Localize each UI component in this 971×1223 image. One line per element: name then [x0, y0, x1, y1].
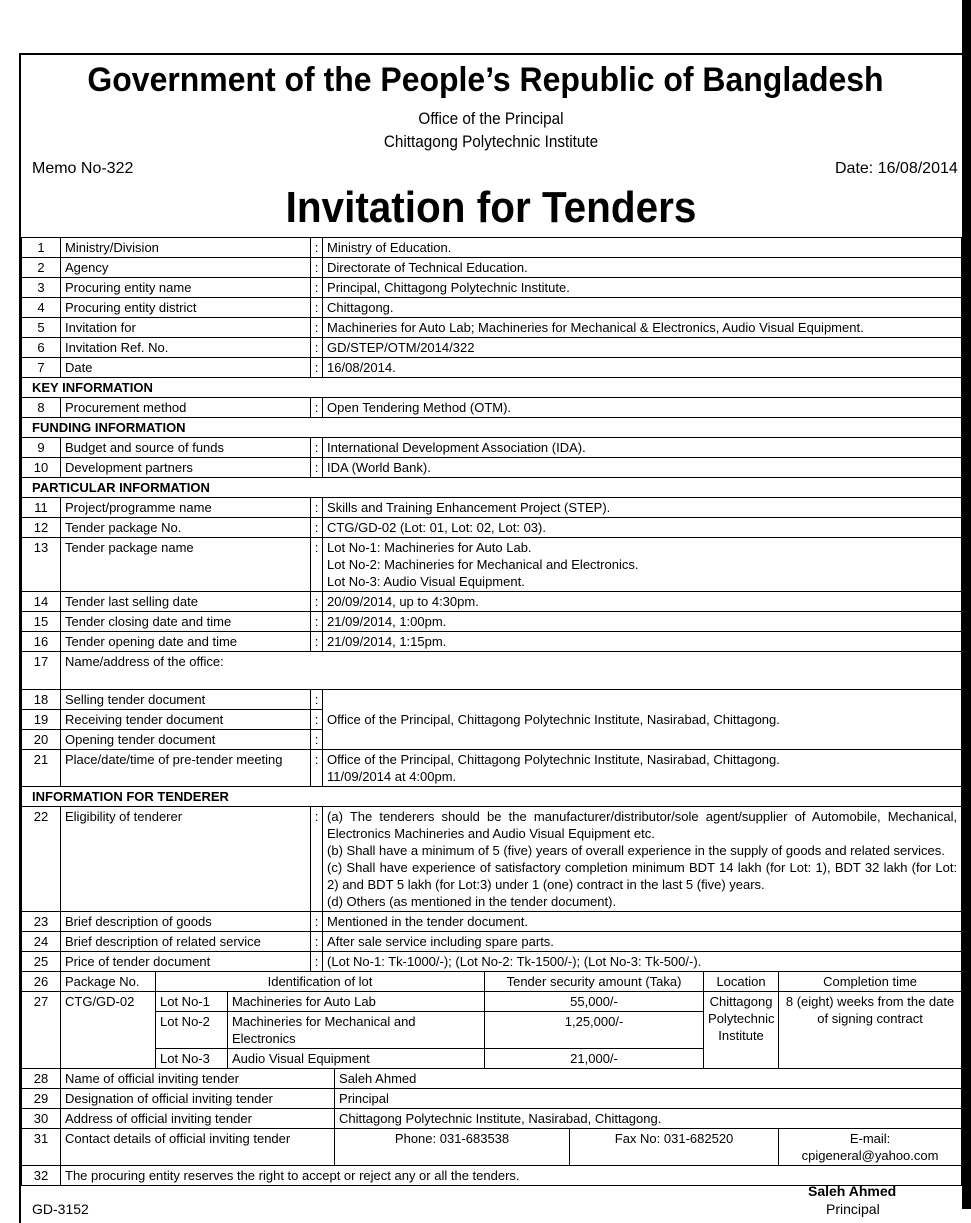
contact-phone: Phone: 031-683538: [335, 1129, 570, 1166]
row-7: 7 Date : 16/08/2014.: [22, 358, 962, 378]
row-29: 29 Designation of official inviting tender Principal: [22, 1089, 962, 1109]
row-30: 30 Address of official inviting tender Chittagong Polytechnic Institute, Nasirabad, Chittagong.: [22, 1109, 962, 1129]
row-9: 9 Budget and source of funds : International Development Association (IDA).: [22, 438, 962, 458]
institute-line: Chittagong Polytechnic Institute: [383, 132, 599, 151]
row-28: 28 Name of official inviting tender Saleh Ahmed: [22, 1069, 962, 1089]
page-edge-bar: [962, 0, 971, 1209]
row-20: 20 Opening tender document :: [22, 730, 962, 750]
row-6: 6 Invitation Ref. No. : GD/STEP/OTM/2014/322: [22, 338, 962, 358]
row-27-lot-3: Lot No-3 Audio Visual Equipment 21,000/-: [22, 1049, 962, 1069]
row-18: 18 Selling tender document : Office of the Principal, Chittagong Polytechnic Institute, Nasirabad, Chittagong.: [22, 690, 962, 710]
row-27-lot-1: 27 CTG/GD-02 Lot No-1 Machineries for Auto Lab 55,000/- Chittagong Polytechnic Institute 8 (eight) weeks from the date of signing contract: [22, 992, 962, 1012]
government-title: Government of the People’s Republic of Bangladesh: [87, 61, 884, 99]
office-address: Office of the Principal, Chittagong Polytechnic Institute, Nasirabad, Chittagong.: [323, 690, 962, 750]
row-12: 12 Tender package No. : CTG/GD-02 (Lot: 01, Lot: 02, Lot: 03).: [22, 518, 962, 538]
signatory-designation: Principal: [826, 1201, 880, 1217]
row-31: 31 Contact details of official inviting tender Phone: 031-683538 Fax No: 031-682520 E-mail: cpigeneral@yahoo.com: [22, 1129, 962, 1166]
row-24: 24 Brief description of related service : After sale service including spare parts.: [22, 932, 962, 952]
row-8: 8 Procurement method : Open Tendering Method (OTM).: [22, 398, 962, 418]
row-14: 14 Tender last selling date : 20/09/2014, up to 4:30pm.: [22, 592, 962, 612]
pre-tender-meeting: Office of the Principal, Chittagong Polytechnic Institute, Nasirabad, Chittagong. 11/09/2014 at 4:00pm.: [323, 750, 962, 787]
row-27-lot-2: Lot No-2 Machineries for Mechanical and Electronics 1,25,000/-: [22, 1012, 962, 1049]
document-code: GD-3152: [32, 1201, 89, 1217]
row-22: 22 Eligibility of tenderer : (a) The tenderers should be the manufacturer/distributor/sole agent/supplier of Automobile, Mechanical, Electronics Machineries and Audio Visual Equipment etc. (b) Shall have a minimum of 5 (five) years of overall experience in the supply of goods and related services. (c) Shall have experience of satisfactory completion minimum BDT 14 lakh (for Lot: 1), BDT 32 lakh (for Lot: 2) and BDT 5 lakh (for Lot:3) under 1 (one) contract in the last 5 (five) years. (d) Others (as mentioned in the tender document).: [22, 807, 962, 912]
contact-email: E-mail: cpigeneral@yahoo.com: [779, 1129, 962, 1166]
row-3: 3 Procuring entity name : Principal, Chittagong Polytechnic Institute.: [22, 278, 962, 298]
row-10: 10 Development partners : IDA (World Bank).: [22, 458, 962, 478]
signatory-name: Saleh Ahmed: [808, 1183, 897, 1199]
row-19: 19 Receiving tender document :: [22, 710, 962, 730]
section-tenderer: INFORMATION FOR TENDERER: [22, 787, 962, 807]
office-line: Office of the Principal: [418, 109, 564, 128]
row-4: 4 Procuring entity district : Chittagong.: [22, 298, 962, 318]
row-11: 11 Project/programme name : Skills and Training Enhancement Project (STEP).: [22, 498, 962, 518]
row-21: 21 Place/date/time of pre-tender meeting : Office of the Principal, Chittagong Polytechnic Institute, Nasirabad, Chittagong. 11/09/2014 at 4:00pm.: [22, 750, 962, 787]
row-25: 25 Price of tender document : (Lot No-1: Tk-1000/-); (Lot No-2: Tk-1500/-); (Lot No-3: Tk-500/-).: [22, 952, 962, 972]
tender-table: [21, 237, 962, 1186]
section-particular: PARTICULAR INFORMATION: [22, 478, 962, 498]
row-16: 16 Tender opening date and time : 21/09/2014, 1:15pm.: [22, 632, 962, 652]
row-15: 15 Tender closing date and time : 21/09/2014, 1:00pm.: [22, 612, 962, 632]
row-17: 17 Name/address of the office:: [22, 652, 962, 690]
row-32: 32 The procuring entity reserves the right to accept or reject any or all the tenders.: [22, 1166, 962, 1186]
package-names: Lot No-1: Machineries for Auto Lab. Lot No-2: Machineries for Mechanical and Electronics. Lot No-3: Audio Visual Equipment.: [323, 538, 962, 592]
row-23: 23 Brief description of goods : Mentioned in the tender document.: [22, 912, 962, 932]
contact-fax: Fax No: 031-682520: [570, 1129, 779, 1166]
memo-number: Memo No-322: [32, 160, 134, 177]
row-26-lot-header: 26 Package No. Identification of lot Tender security amount (Taka) Location Completion time: [22, 972, 962, 992]
notice-date: Date: 16/08/2014: [835, 160, 958, 177]
row-5: 5 Invitation for : Machineries for Auto Lab; Machineries for Mechanical & Electronics, Audio Visual Equipment.: [22, 318, 962, 338]
row-13: 13 Tender package name : Lot No-1: Machineries for Auto Lab. Lot No-2: Machineries for Mechanical and Electronics. Lot No-3: Audio Visual Equipment.: [22, 538, 962, 592]
page-heading: Invitation for Tenders: [285, 183, 697, 232]
eligibility-criteria: (a) The tenderers should be the manufacturer/distributor/sole agent/supplier of Automobile, Mechanical, Electronics Machineries and Audio Visual Equipment etc. (b) Shall have a minimum of 5 (five) years of overall experience in the supply of goods and related services. (c) Shall have experience of satisfactory completion minimum BDT 14 lakh (for Lot: 1), BDT 32 lakh (for Lot: 2) and BDT 5 lakh (for Lot:3) under 1 (one) contract in the last 5 (five) years. (d) Others (as mentioned in the tender document).: [323, 807, 962, 912]
row-1: 1 Ministry/Division : Ministry of Education.: [22, 238, 962, 258]
row-2: 2 Agency : Directorate of Technical Education.: [22, 258, 962, 278]
section-key: KEY INFORMATION: [22, 378, 962, 398]
section-funding: FUNDING INFORMATION: [22, 418, 962, 438]
